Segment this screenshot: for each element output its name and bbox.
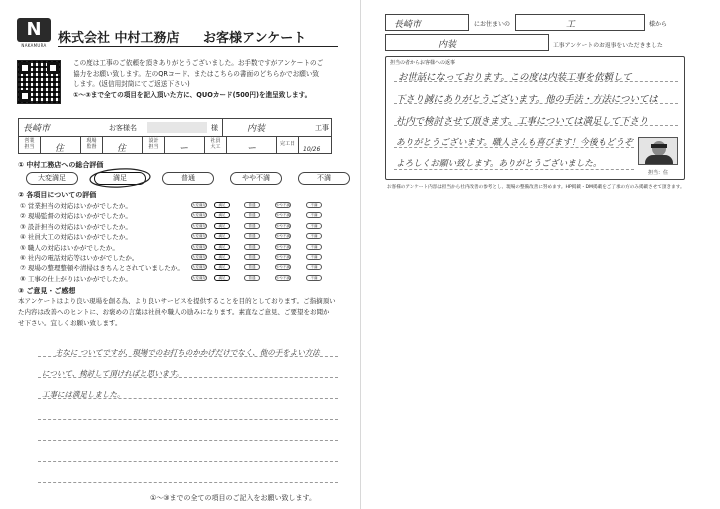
intro-line: します。(返信用封筒にてご返送下さい)	[73, 80, 190, 89]
reply-line: 社内で検討させて頂きます。工事については満足して下さり	[396, 116, 649, 127]
rating-option-dissatisfied[interactable]: 不満	[306, 244, 322, 250]
staff-caption: 担当：住	[648, 170, 669, 176]
rating-option-slightly-dissatisfied[interactable]: やや不満	[276, 265, 290, 270]
section1-title: ① 中村工務店への総合評価	[18, 161, 104, 169]
question-label: ④ 社員大工の対応はいかがでしたか。	[20, 233, 132, 242]
rating-option-satisfied[interactable]: 満足	[214, 264, 230, 270]
city-box	[385, 14, 469, 31]
rating-option-normal[interactable]: 普通	[244, 244, 260, 250]
reply-line: ありがとうございます。職人さんも喜びます！今後もどうぞ	[396, 138, 633, 148]
rating-option-normal[interactable]: 普通	[244, 233, 260, 239]
left-footer: ①〜③までの全ての項目のご記入をお願い致します。	[150, 494, 316, 502]
question-label: ① 営業担当の対応はいかがでしたか。	[20, 202, 132, 210]
section3-line: 本アンケートはより良い現場を創る為、より良いサービスを提供することを目的としております。ご指摘頂い	[18, 297, 336, 305]
rating-option-dissatisfied[interactable]: 不満	[306, 212, 322, 218]
staff-carpenter-label: 社員 大工	[205, 136, 227, 153]
reply-line: よろしくお願い致します。ありがとうございました。	[396, 159, 602, 169]
intro-line: ①〜③まで全ての項目を記入頂いた方に、QUOカード(500円)を進呈致します。	[73, 90, 312, 99]
staff-carpenter-value: ー	[227, 136, 277, 153]
rating-option-normal[interactable]: 普通	[244, 264, 260, 270]
comment-line: 主なに ついてですが、現場でのお打ちのかかげだけでなく、他の手をよい方法	[55, 348, 320, 357]
rating-option-very-satisfied[interactable]: 大変満足	[192, 275, 206, 280]
staff-sales-value: 住	[41, 136, 81, 153]
work-value: 内装	[438, 40, 457, 50]
staff-design-label: 設計 担当	[143, 136, 165, 153]
question-label: ③ 設計担当の対応はいかがでしたか。	[20, 222, 132, 231]
overall-option-very-satisfied[interactable]: 大変満足	[26, 172, 78, 185]
overall-option-dissatisfied[interactable]: 不満	[298, 172, 350, 185]
overall-option-satisfied[interactable]: 満足	[94, 172, 146, 185]
work-name: 内装	[247, 124, 266, 134]
rating-option-dissatisfied[interactable]: 不満	[306, 223, 322, 229]
rating-option-slightly-dissatisfied[interactable]: やや不満	[276, 223, 290, 228]
completion-label: 完工日	[277, 136, 299, 153]
in-label: にお住まいの	[474, 21, 511, 28]
logo-text: NAKAMURA	[21, 43, 47, 48]
company-logo	[17, 18, 51, 48]
customer-name-redacted	[147, 122, 207, 133]
reply-line: お世話になっております。この度は内装工事を依頼して	[398, 72, 632, 83]
info-table	[18, 118, 332, 154]
staff-site-value: 住	[103, 136, 143, 153]
right-footer-note: お客様のアンケート内容は担当から社内改善の参考とし、現場の整備改善に努めます。HP掲載・DM掲載をご了承の方のみ掲載させて頂きます。	[387, 185, 685, 190]
header-note: 工事アンケートのお返事をいただきました	[553, 43, 663, 49]
name-mark: 工	[566, 20, 576, 30]
rating-option-very-satisfied[interactable]: 大変満足	[192, 255, 206, 259]
rating-option-dissatisfied[interactable]: 不満	[306, 202, 322, 208]
section2-title: ② 各項目についての評価	[18, 191, 97, 199]
comment-line: について、検討して頂ければと思います。	[42, 369, 184, 378]
rating-option-satisfied[interactable]: 満足	[214, 244, 230, 250]
staff-site-label: 現場 監督	[81, 136, 103, 153]
question-label: ⑧ 工事の仕上がりはいかがでしたか。	[20, 274, 132, 283]
completion-date: 10/26	[303, 146, 321, 153]
rating-option-slightly-dissatisfied[interactable]: やや不満	[276, 244, 290, 249]
rating-option-dissatisfied[interactable]: 不満	[306, 254, 322, 260]
question-label: ⑥ 社内の電話対応等はいかがでしたか。	[20, 254, 139, 262]
city-value: 長崎市	[394, 20, 422, 30]
staff-sales-label: 営業 担当	[19, 136, 41, 153]
section3-text	[18, 296, 358, 329]
rating-option-satisfied[interactable]: 満足	[214, 254, 230, 260]
survey-right-page	[361, 0, 720, 509]
intro-line: 協力をお願い致します。左のQRコード、またはこちらの書面のどちらかでお願い致	[73, 69, 320, 78]
customer-name-label: お客様名	[109, 124, 137, 132]
comment-line: 工事には満足しました。	[42, 390, 125, 399]
rating-option-very-satisfied[interactable]: 大変満足	[192, 244, 206, 249]
hand-circle-mark	[88, 166, 152, 190]
rating-option-slightly-dissatisfied[interactable]: やや不満	[276, 234, 290, 239]
overall-option-normal[interactable]: 普通	[162, 172, 214, 185]
rating-option-very-satisfied[interactable]: 大変満足	[192, 265, 206, 270]
name-box	[515, 14, 645, 31]
qr-code	[17, 60, 61, 104]
rating-option-dissatisfied[interactable]: 不満	[306, 233, 322, 239]
rating-option-slightly-dissatisfied[interactable]: やや不満	[276, 255, 290, 259]
question-label: ② 現場監督の対応はいかがでしたか。	[20, 212, 132, 221]
rating-option-satisfied[interactable]: 満足	[214, 233, 230, 239]
reply-line: 下さり誠にありがとうございます。他の手法・方法については	[396, 94, 658, 105]
rating-option-very-satisfied[interactable]: 大変満足	[192, 223, 206, 228]
rating-option-satisfied[interactable]: 満足	[214, 275, 230, 281]
rating-option-satisfied[interactable]: 満足	[214, 212, 230, 218]
rating-option-normal[interactable]: 普通	[244, 223, 260, 229]
intro-text	[73, 58, 358, 100]
box-caption: 担当の者からお客様への返事	[390, 60, 456, 66]
section3-line: た内容は改善へのヒントに、お褒めの言葉は社員や職人の励みになります。素直なご意見、ご要望をお聞か	[18, 308, 330, 316]
rating-option-dissatisfied[interactable]: 不満	[306, 264, 322, 270]
rating-option-slightly-dissatisfied[interactable]: やや不満	[276, 275, 290, 280]
rating-option-dissatisfied[interactable]: 不満	[306, 275, 322, 281]
rating-option-slightly-dissatisfied[interactable]: やや不満	[276, 213, 290, 218]
rating-option-normal[interactable]: 普通	[244, 212, 260, 218]
work-label: 工事	[315, 124, 329, 132]
rating-option-slightly-dissatisfied[interactable]: やや不満	[276, 203, 290, 207]
title-underline	[58, 46, 338, 47]
staff-name: 住	[663, 170, 669, 176]
reply-box	[385, 56, 685, 180]
rating-option-satisfied[interactable]: 満足	[214, 202, 230, 208]
rating-option-normal[interactable]: 普通	[244, 202, 260, 208]
section3-line: せ下さい。宜しくお願い致します。	[18, 319, 122, 327]
overall-option-slightly-dissatisfied[interactable]: やや不満	[230, 172, 282, 185]
rating-option-very-satisfied[interactable]: 大変満足	[192, 213, 206, 218]
customer-place: 長崎市	[23, 124, 51, 134]
question-label: ⑤ 職人の対応はいかがでしたか。	[20, 243, 119, 252]
company-name: 株式会社 中村工務店	[58, 31, 180, 46]
section3-title: ③ ご意見・ご感想	[18, 287, 76, 295]
staff-design-value: ー	[165, 136, 205, 153]
question-label: ⑦ 現場の整理整頓や清掃はきちんとされていましたか。	[20, 264, 184, 273]
logo-icon: N	[17, 18, 51, 42]
staff-photo	[638, 137, 678, 165]
intro-line: この度は工事のご依頼を頂きありがとうございました。お手数ですがアンケートのご	[73, 59, 324, 67]
rating-option-normal[interactable]: 普通	[244, 275, 260, 281]
rating-option-very-satisfied[interactable]: 大変満足	[192, 234, 206, 239]
rating-option-very-satisfied[interactable]: 大変満足	[192, 203, 206, 207]
rating-option-normal[interactable]: 普通	[244, 254, 260, 260]
survey-title: お客様アンケート	[203, 31, 307, 46]
rating-option-satisfied[interactable]: 満足	[214, 223, 230, 229]
sama-kara-label: 様から	[649, 21, 668, 28]
work-box	[385, 34, 549, 51]
sama-label: 様	[211, 124, 218, 132]
